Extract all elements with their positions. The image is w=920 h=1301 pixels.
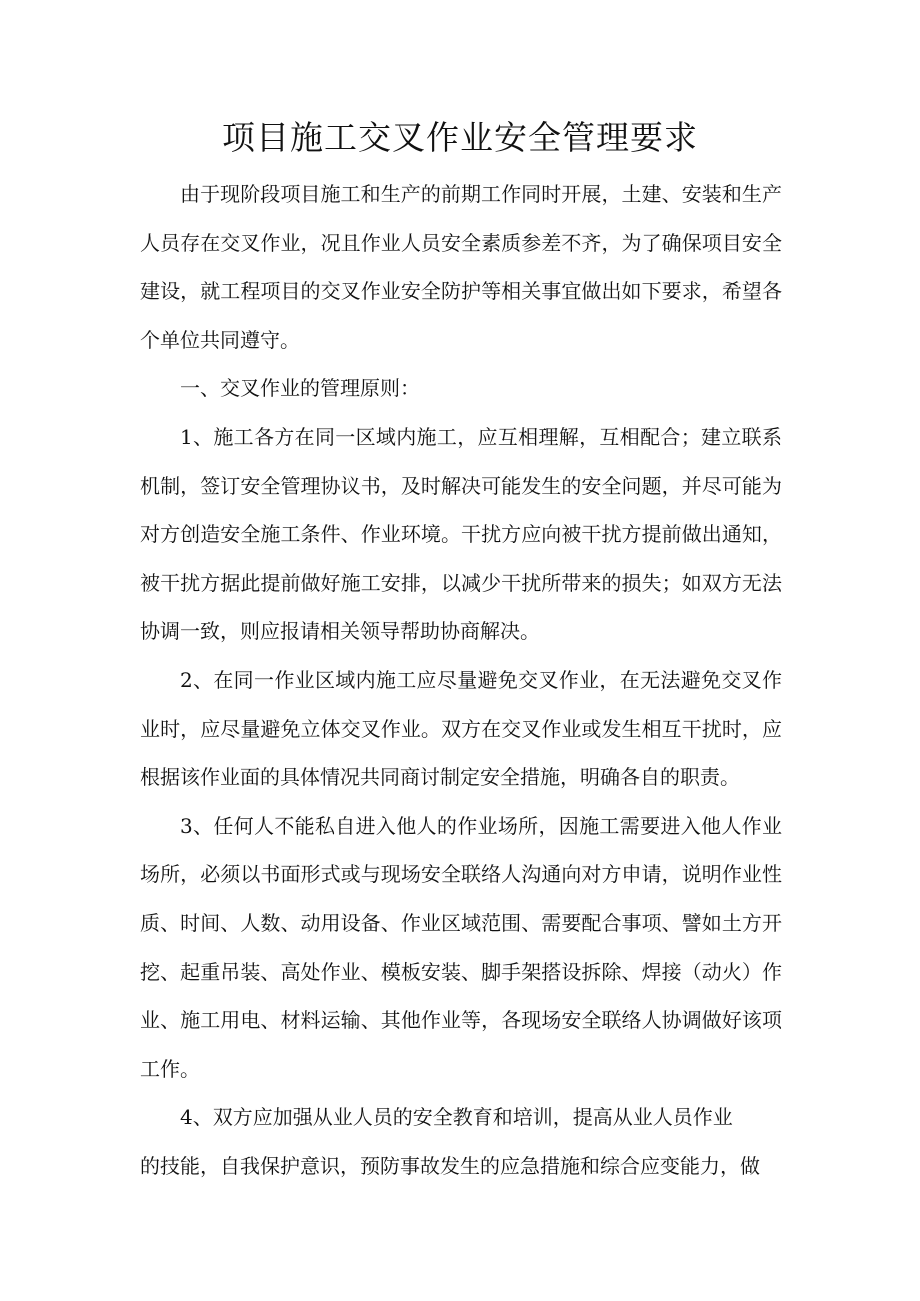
section-heading-principles: 一、交叉作业的管理原则： <box>180 376 420 401</box>
paragraph-item-4: 4、双方应加强从业人员的安全教育和培训，提高从业人员作业 <box>180 1105 733 1130</box>
paragraph-item-2: 2、在同一作业区域内施工应尽量避免交叉作业，在无法避免交叉作业时，应尽量避免立体交叉作业。双方在交叉作业或发生相互干扰时，应根据该作业面的具体情况共同商讨制定安全措施，明确各自的职责。 <box>140 667 782 790</box>
intro-paragraph: 由于现阶段项目施工和生产的前期工作同时开展，土建、安装和生产人员存在交叉作业，况且作业人员安全素质参差不齐，为了确保项目安全建设，就工程项目的交叉作业安全防护等相关事宜做出如下要求，希望各个单位共同遵守。 <box>140 182 782 352</box>
document-body <box>140 170 782 1190</box>
page-title: 项目施工交叉作业安全管理要求 <box>222 118 698 157</box>
paragraph-item-1: 1、施工各方在同一区域内施工，应互相理解，互相配合；建立联系机制，签订安全管理协议书，及时解决可能发生的安全问题，并尽可能为对方创造安全施工条件、作业环境。干扰方应向被干扰方提前做出通知，被干扰方据此提前做好施工安排，以减少干扰所带来的损失；如双方无法协调一致，则应报请相关领导帮助协商解决。 <box>140 424 782 644</box>
paragraph-item-3: 3、任何人不能私自进入他人的作业场所，因施工需要进入他人作业场所，必须以书面形式或与现场安全联络人沟通向对方申请，说明作业性质、时间、人数、动用设备、作业区域范围、需要配合事项、譬如土方开挖、起重吊装、高处作业、模板安装、脚手架搭设拆除、焊接（动火）作业、施工用电、材料运输、其他作业等，各现场安全联络人协调做好该项工作。 <box>140 813 782 1081</box>
paragraph-item-4-continued: 的技能，自我保护意识，预防事故发生的应急措施和综合应变能力，做 <box>140 1153 760 1178</box>
